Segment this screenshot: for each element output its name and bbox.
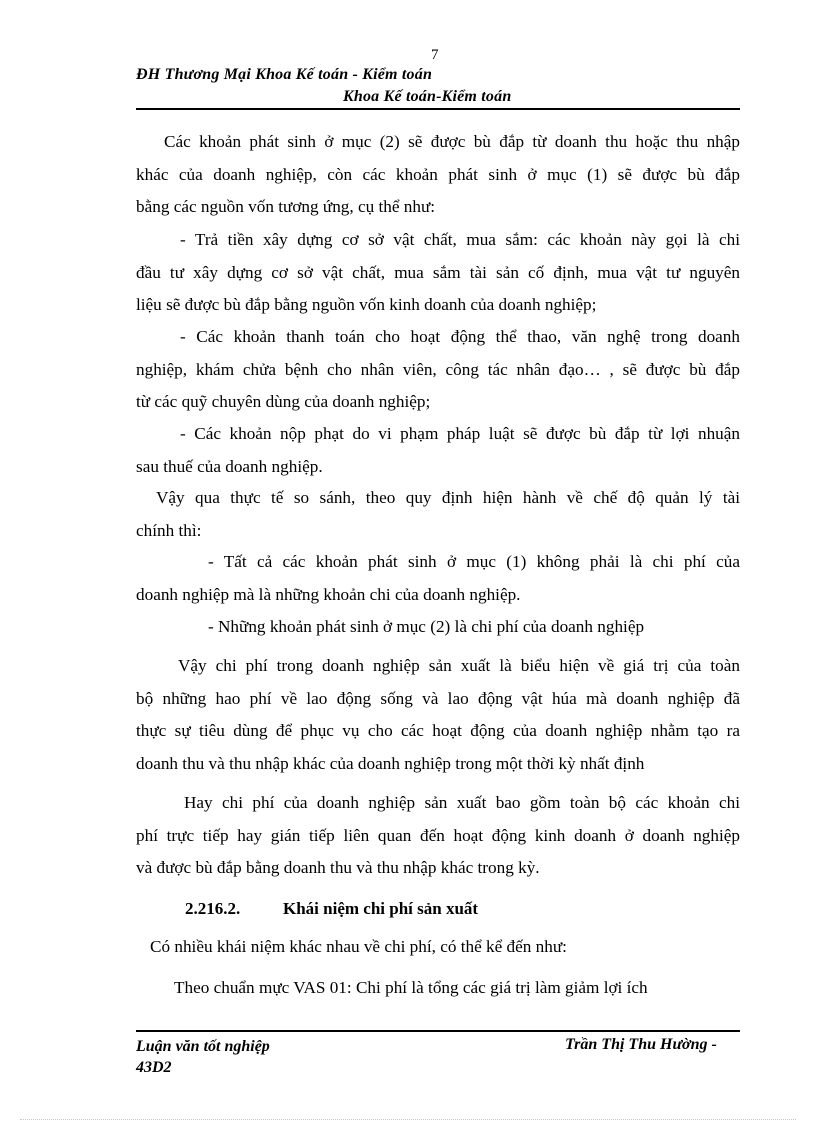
footer-author: Trần Thị Thu Hường -	[565, 1036, 717, 1053]
text-line: Các khoản phát sinh ở mục (2) sẽ được bù đắp từ doanh thu hoặc thu nhập	[164, 132, 740, 151]
text-line: - Các khoản nộp phạt do vi phạm pháp luật sẽ được bù đắp từ lợi nhuận	[180, 424, 740, 443]
paragraph-11	[136, 972, 740, 1005]
paragraph-8	[136, 650, 740, 780]
text-line: liệu sẽ được bù đắp bằng nguồn vốn kinh doanh của doanh nghiệp;	[136, 295, 597, 314]
page-bottom-border	[20, 1119, 796, 1120]
paragraph-2	[136, 224, 740, 322]
footer-left	[136, 1036, 270, 1078]
text-line: Vậy chi phí trong doanh nghiệp sản xuất là biểu hiện về giá trị của toàn	[178, 656, 740, 675]
section-number: 2.216.2.	[185, 899, 241, 918]
text-line: Theo chuẩn mực VAS 01: Chi phí là tổng các giá trị làm giảm lợi ích	[174, 978, 648, 997]
header-faculty: Khoa Kế toán-Kiểm toán	[343, 88, 512, 105]
text-line: và được bù đắp bằng doanh thu và thu nhập khác trong kỳ.	[136, 858, 540, 877]
paragraph-10	[136, 931, 740, 964]
header-rule	[136, 108, 740, 110]
section-title: Khái niệm chi phí sản xuất	[283, 899, 479, 918]
paragraph-5	[136, 482, 740, 547]
header-university: ĐH Thương Mại Khoa Kế toán - Kiểm toán	[136, 66, 433, 83]
text-line: - Các khoản thanh toán cho hoạt động thể thao, văn nghệ trong doanh	[180, 327, 740, 346]
page-number: 7	[431, 47, 439, 63]
text-line: Hay chi phí của doanh nghiệp sản xuất bao gồm toàn bộ các khoản chi	[184, 793, 740, 812]
text-line: nghiệp, khám chửa bệnh cho nhân viên, công tác nhân đạo… , sẽ được bù đắp	[136, 359, 740, 379]
paragraph-6	[136, 546, 740, 611]
text-line: - Trả tiền xây dựng cơ sở vật chất, mua sắm: các khoản này gọi là chi	[180, 230, 740, 249]
text-line: doanh nghiệp mà là những khoản chi của doanh nghiệp.	[136, 584, 521, 604]
footer-thesis-label: Luận văn tốt nghiệp	[136, 1038, 270, 1055]
text-line: doanh thu và thu nhập khác của doanh nghiệp trong một thời kỳ nhất định	[136, 753, 645, 773]
text-line: từ các quỹ chuyên dùng của doanh nghiệp;	[136, 392, 431, 411]
paragraph-9	[136, 787, 740, 885]
text-line: chính thì:	[136, 520, 202, 540]
text-line: sau thuế của doanh nghiệp.	[136, 456, 323, 476]
paragraph-1	[136, 126, 740, 224]
text-line: - Tất cả các khoản phát sinh ở mục (1) không phải là chi phí của	[208, 552, 740, 571]
text-line: Có nhiều khái niệm khác nhau về chi phí, có thể kể đến như:	[150, 937, 567, 956]
section-heading	[185, 899, 478, 919]
text-line: - Những khoản phát sinh ở mục (2) là chi phí của doanh nghiệp	[208, 617, 645, 636]
text-line: đầu tư xây dựng cơ sở vật chất, mua sắm tài sản cố định, mua vật tư nguyên	[136, 262, 740, 282]
text-line: bộ những hao phí về lao động sống và lao động vật húa mà doanh nghiệp đã	[136, 688, 740, 708]
text-line: bằng các nguồn vốn tương ứng, cụ thể như:	[136, 197, 436, 216]
paragraph-3	[136, 321, 740, 419]
text-line: Vậy qua thực tế so sánh, theo quy định hiện hành về chế độ quản lý tài	[156, 488, 740, 507]
text-line: phí trực tiếp hay gián tiếp liên quan đến hoạt động kinh doanh ở doanh nghiệp	[136, 825, 740, 845]
footer-class-code: 43D2	[136, 1059, 172, 1076]
text-line: thực sự tiêu dùng để phục vụ cho các hoạt động của doanh nghiệp nhằm tạo ra	[136, 721, 740, 740]
footer-rule	[136, 1030, 740, 1032]
paragraph-7	[136, 611, 740, 644]
paragraph-4	[136, 418, 740, 483]
text-line: khác của doanh nghiệp, còn các khoản phát sinh ở mục (1) sẽ được bù đắp	[136, 164, 740, 184]
